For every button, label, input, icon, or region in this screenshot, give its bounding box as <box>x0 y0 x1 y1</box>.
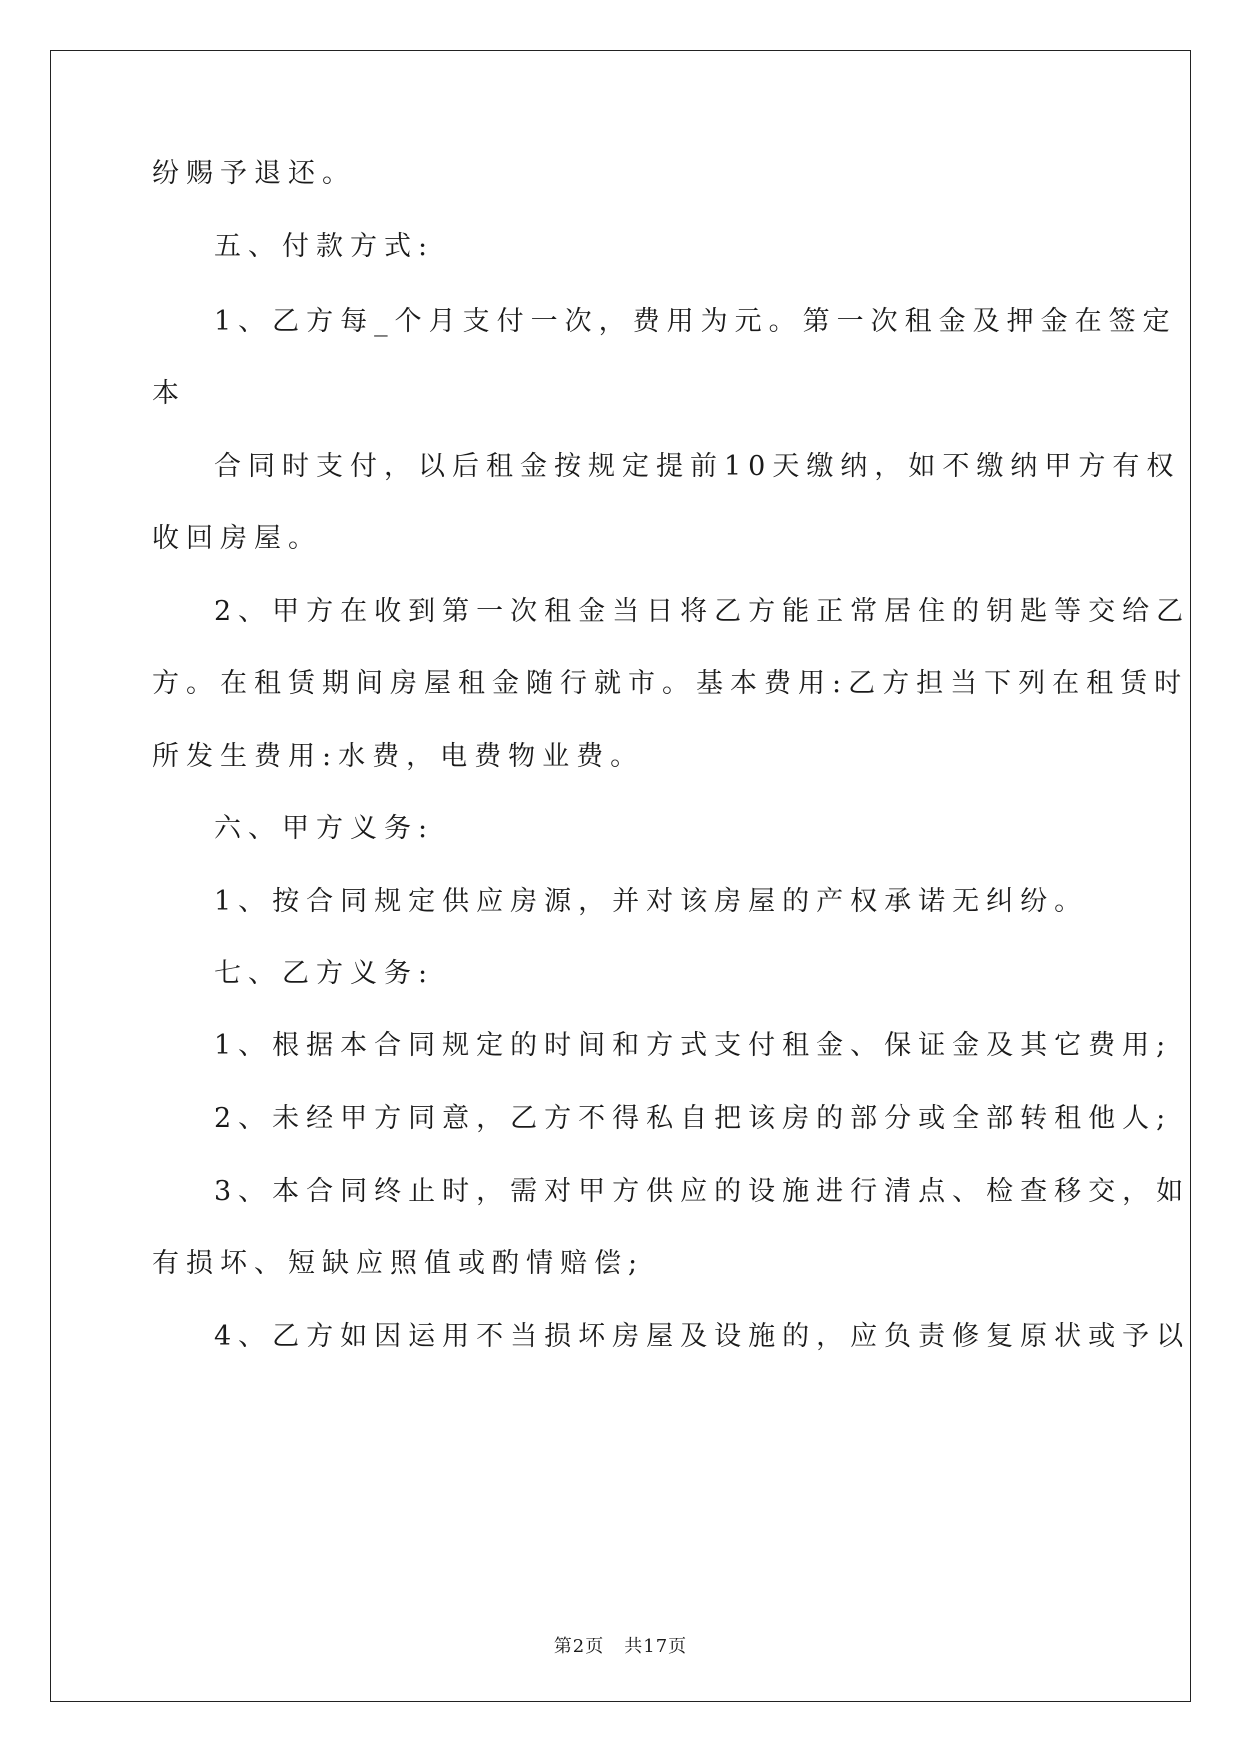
page-number-total: 共17页 <box>624 1636 688 1657</box>
page-border <box>50 50 1191 1702</box>
text-line: 1、乙方每_个月支付一次，费用为元。第一次租金及押金在签定 <box>214 306 1177 337</box>
text-line: 合同时支付，以后租金按规定提前10天缴纳，如不缴纳甲方有权 <box>214 451 1181 482</box>
text-line: 1、根据本合同规定的时间和方式支付租金、保证金及其它费用; <box>214 1030 1173 1061</box>
text-line: 1、按合同规定供应房源，并对该房屋的产权承诺无纠纷。 <box>214 886 1089 917</box>
text-line: 方。在租赁期间房屋租金随行就市。基本费用:乙方担当下列在租赁时 <box>152 668 1189 699</box>
section-heading: 五、付款方式: <box>214 231 435 262</box>
text-line: 本 <box>152 378 186 409</box>
page-number-current: 第2页 <box>553 1636 605 1657</box>
text-line: 所发生费用:水费，电费物业费。 <box>152 741 645 772</box>
text-line: 2、甲方在收到第一次租金当日将乙方能正常居住的钥匙等交给乙 <box>214 596 1191 627</box>
text-line: 3、本合同终止时，需对甲方供应的设施进行清点、检查移交，如 <box>214 1176 1191 1207</box>
text-line: 4、乙方如因运用不当损坏房屋及设施的，应负责修复原状或予以 <box>214 1321 1191 1352</box>
page-footer <box>0 1632 1241 1658</box>
text-line: 有损坏、短缺应照值或酌情赔偿; <box>152 1248 645 1279</box>
text-line: 纷赐予退还。 <box>152 158 356 189</box>
text-line: 收回房屋。 <box>152 523 322 554</box>
section-heading: 七、乙方义务: <box>214 958 435 989</box>
section-heading: 六、甲方义务: <box>214 813 435 844</box>
text-line: 2、未经甲方同意，乙方不得私自把该房的部分或全部转租他人; <box>214 1103 1173 1134</box>
